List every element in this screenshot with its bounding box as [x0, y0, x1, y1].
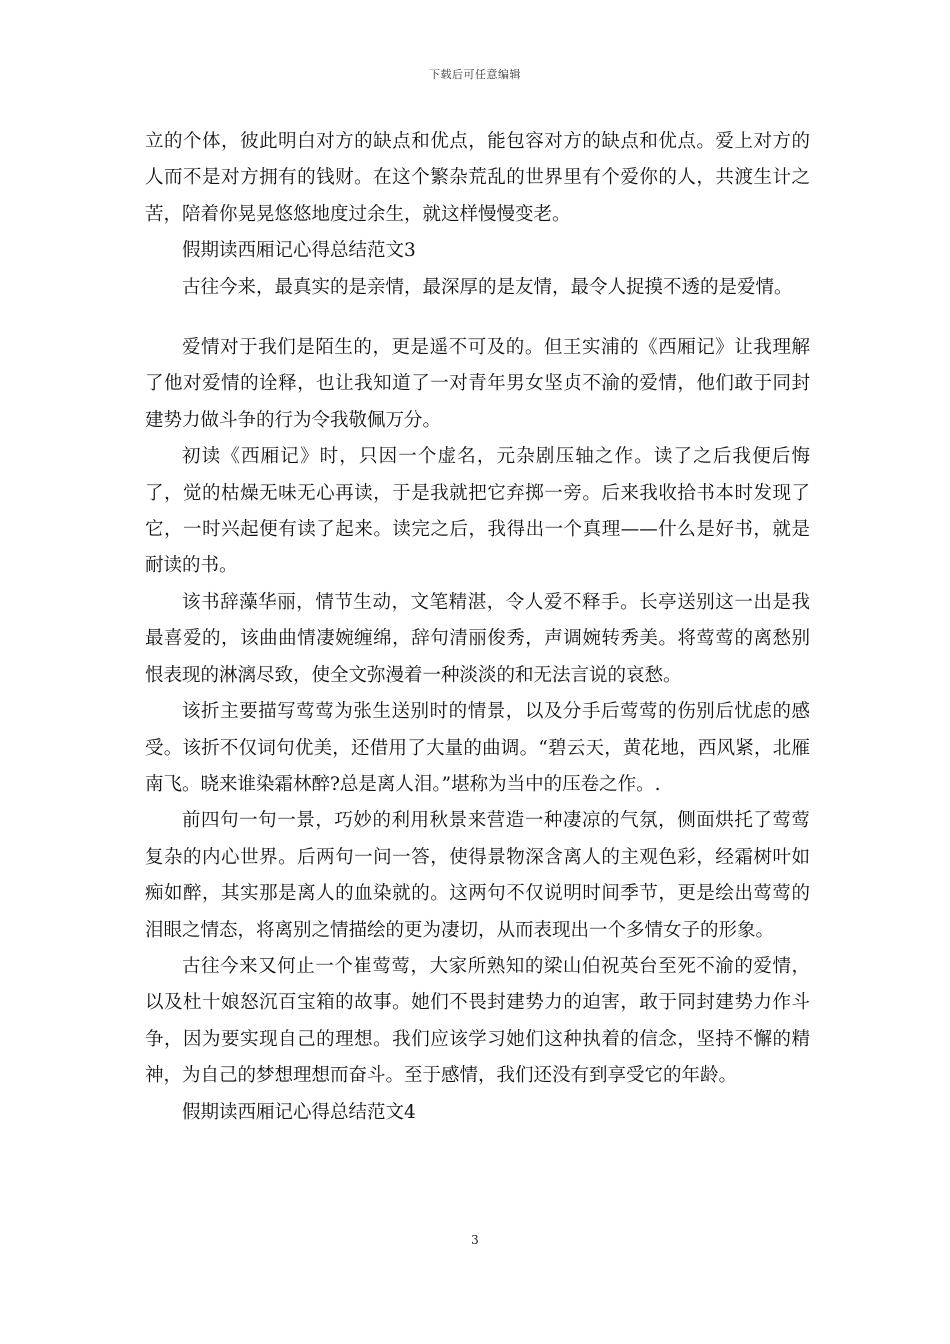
page-number: 3: [471, 1233, 479, 1247]
paragraph: 该折主要描写莺莺为张生送别时的情景，以及分手后莺莺的伤别后忧虑的感受。该折不仅词句优美，还借用了大量的曲调。“碧云天，黄花地，西风紧，北雁南飞。晓来谁染霜林醉?总是离人泪。”堪称为当中的压卷之作。.: [145, 701, 810, 795]
paragraph-continuation: 立的个体，彼此明白对方的缺点和优点，能包容对方的缺点和优点。爱上对方的人而不是对方拥有的钱财。在这个繁杂荒乱的世界里有个爱你的人，共渡生计之苦，陪着你晃晃悠悠地度过余生，就这样慢慢变老。: [145, 131, 810, 225]
section-heading-4: 假期读西厢记心得总结范文4: [182, 1101, 416, 1123]
section-heading-3: 假期读西厢记心得总结范文3: [182, 240, 416, 262]
paragraph: 该书辞藻华丽，情节生动，文笔精湛，令人爱不释手。长亭送别这一出是我最喜爱的，该曲曲情凄婉缠绵，辞句清丽俊秀，声调婉转秀美。将莺莺的离愁别恨表现的淋漓尽致，使全文弥漫着一种淡淡的和无法言说的哀愁。: [145, 591, 810, 686]
paragraph: 前四句一句一景，巧妙的利用秋景来营造一种凄凉的气氛，侧面烘托了莺莺复杂的内心世界。后两句一问一答，使得景物深含离人的主观色彩，经霜树叶如痴如醉，其实那是离人的血染就的。这两句不仅说明时间季节，更是绘出莺莺的泪眼之情态，将离别之情描绘的更为凄切，从而表现出一个多情女子的形象。: [145, 810, 810, 941]
paragraph: 爱情对于我们是陌生的，更是遥不可及的。但王实浦的《西厢记》让我理解了他对爱情的诠释，也让我知道了一对青年男女坚贞不渝的爱情，他们敢于同封建势力做斗争的行为令我敬佩万分。: [145, 337, 810, 431]
page-header: 下载后可任意编辑: [429, 68, 521, 81]
paragraph-intro: 古往今来，最真实的是亲情，最深厚的是友情，最令人捉摸不透的是爱情。: [182, 276, 793, 298]
paragraph: 古往今来又何止一个崔莺莺，大家所熟知的梁山伯祝英台至死不渝的爱情，以及杜十娘怒沉百宝箱的故事。她们不畏封建势力的迫害，敢于同封建势力作斗争，因为要实现自己的理想。我们应该学习她们这种执着的信念，坚持不懈的精神，为自己的梦想理想而奋斗。至于感情，我们还没有到享受它的年龄。: [145, 955, 810, 1087]
document-body: [145, 124, 810, 1131]
paragraph: 初读《西厢记》时，只因一个虚名，元杂剧压轴之作。读了之后我便后悔了，觉的枯燥无味无心再读，于是我就把它弃掷一旁。后来我收拾书本时发现了它，一时兴起便有读了起来。读完之后，我得出一个真理——什么是好书，就是耐读的书。: [145, 446, 810, 577]
